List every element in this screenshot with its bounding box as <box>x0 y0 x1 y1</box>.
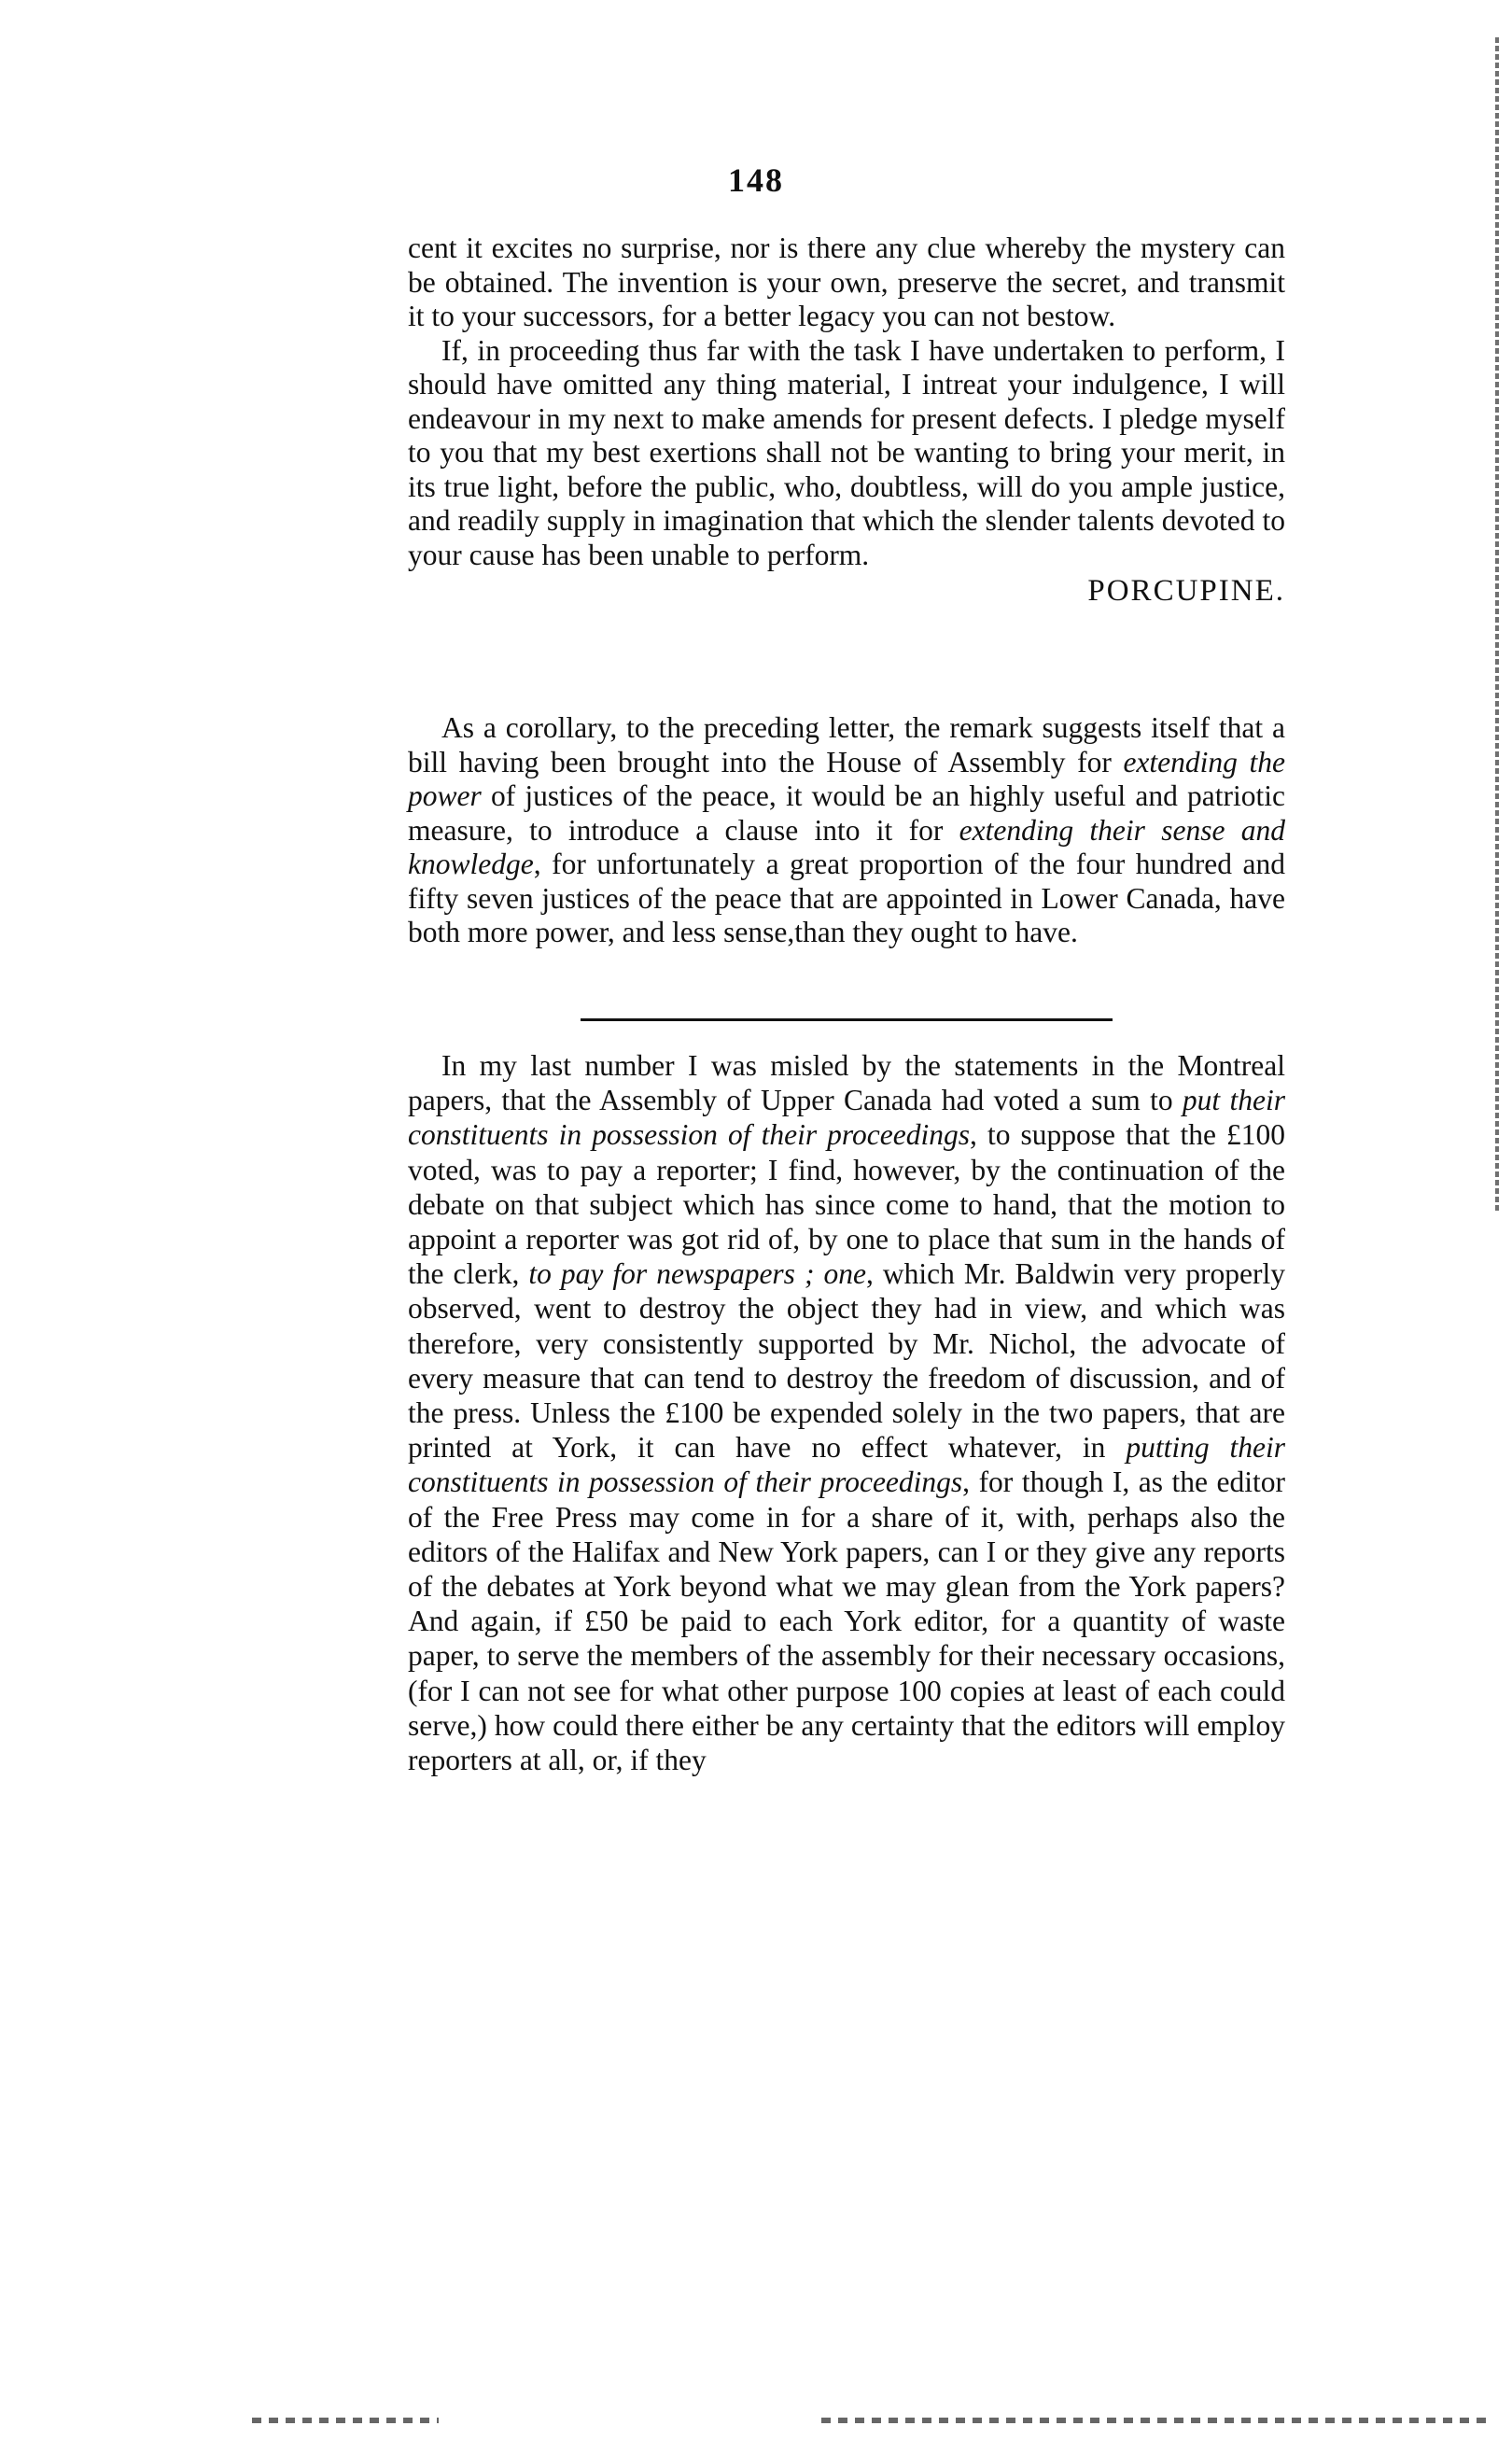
corollary-text-3: , for unfortunately a great proportion of the four hundred and fifty seven justices of the peace that are appointed in Lower Canada, have both more power, and less sense,than they ought to have. <box>408 848 1285 948</box>
reporter-text-4: , for though I, as the editor of the Free Press may come in for a share of it, with, perhaps also the editors of the Halifax and New York papers, can I or they give any reports of the debates at York beyond what we may glean from the York papers? And again, if £50 be paid to each York editor, for a quantity of waste paper, to serve the members of the assembly for their necessary occasions, (for I can not see for what other purpose 100 copies at least of each could serve,) how could there either be any certainty that the editors will employ reporters at all, or, if they <box>408 1465 1285 1777</box>
scan-smudge-right <box>821 2418 1493 2423</box>
reporter-text-3: , which Mr. Baldwin very properly observed, went to destroy the object they had in view, and which was therefore, very consistently supported by Mr. Nichol, the advocate of every measure that can tend to destroy the freedom of discussion, and of the press. Unless the £100 be expended solely in the two papers, that are printed at York, it can have no effect whatever, in <box>408 1257 1286 1465</box>
corollary-text-2: of justices of the peace, it would be an highly useful and patriotic measure, to introduce a clause into it for <box>408 779 1285 847</box>
corollary-section <box>408 711 1285 950</box>
reporter-text-2: , to suppose that the £100 voted, was to pay a reporter; I find, however, by the continuation of the debate on that subject which has since come to hand, that the motion to appoint a reporter was got rid of, by one to place that sum in the hands of the clerk, <box>408 1118 1286 1291</box>
reporter-italic-3: putting their constituents in possession of their proceedings <box>408 1431 1285 1499</box>
reporter-paragraph <box>408 1048 1285 1777</box>
scan-binding-edge <box>1495 37 1499 1213</box>
reporter-section <box>408 1048 1285 1777</box>
scan-smudge-left <box>252 2418 439 2423</box>
corollary-text-1: As a corollary, to the preceding letter, the remark suggests itself that a bill having been brought into the House of Assembly for <box>408 711 1285 778</box>
letter-paragraph-2: If, in proceeding thus far with the task I have undertaken to perform, I should have omitted any thing material, I intreat your indulgence, I will endeavour in my next to make amends for present defects. I pledge myself to you that my best exertions shall not be wanting to bring your merit, in its true light, before the public, who, doubtless, will do you ample justice, and readily supply in imagination that which the slender talents devoted to your cause has been unable to perform. <box>408 333 1285 571</box>
letter-section <box>408 231 1285 609</box>
signature: PORCUPINE. <box>1087 574 1285 608</box>
page-number: 148 <box>728 161 784 199</box>
corollary-paragraph <box>408 711 1285 950</box>
corollary-italic-1: extending the power <box>408 745 1285 812</box>
reporter-italic-1: put their constituents in possession of their proceedings <box>408 1084 1285 1152</box>
reporter-text-1: In my last number I was misled by the statements in the Montreal papers, that the Assembly of Upper Canada had voted a sum to <box>408 1049 1285 1117</box>
letter-paragraph-1: cent it excites no surprise, nor is there any clue whereby the mystery can be obtained. The invention is your own, preserve the secret, and transmit it to your successors, for a better legacy you can not bestow. <box>408 231 1285 332</box>
section-divider <box>581 1018 1113 1021</box>
reporter-italic-2: to pay for newspapers ; one <box>528 1257 866 1291</box>
corollary-italic-2: extending their sense and knowledge <box>408 813 1285 880</box>
